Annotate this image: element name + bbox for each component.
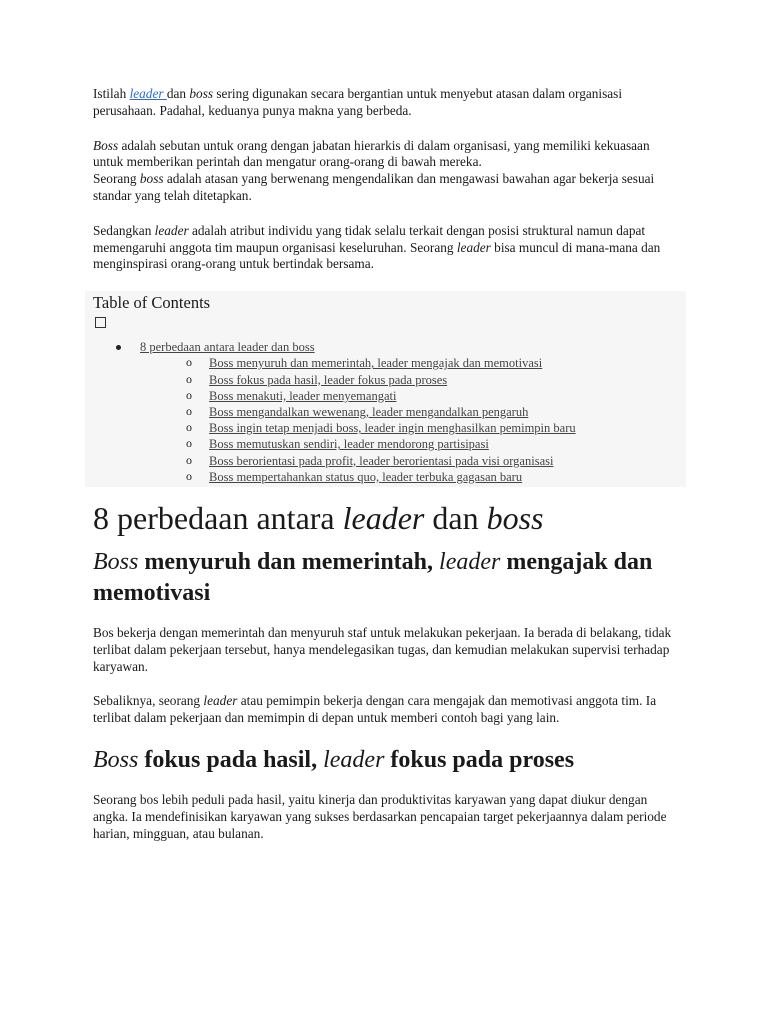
section-2-heading bbox=[93, 745, 678, 776]
main-heading bbox=[93, 499, 678, 537]
toc-subitem bbox=[93, 372, 678, 388]
intro-paragraph-4 bbox=[93, 223, 678, 273]
text: Seorang bbox=[93, 171, 140, 187]
text: fokus pada hasil, bbox=[138, 746, 324, 773]
toc-link-5[interactable]: Boss ingin tetap menjadi boss, leader ingin menghasilkan pemimpin baru bbox=[209, 421, 576, 436]
toc-subitem bbox=[93, 355, 678, 371]
toc-link-8[interactable]: Boss mempertahankan status quo, leader terbuka gagasan baru bbox=[209, 469, 523, 484]
toc-item-main bbox=[93, 339, 678, 485]
leader-link[interactable]: leader bbox=[129, 86, 167, 101]
text: menyuruh dan memerintah, bbox=[138, 549, 440, 575]
intro-paragraph-2 bbox=[93, 138, 678, 172]
toc-link-main[interactable]: 8 perbedaan antara leader dan boss bbox=[140, 340, 315, 355]
text: boss bbox=[189, 86, 214, 101]
toc-link-2[interactable]: Boss fokus pada hasil, leader fokus pada proses bbox=[209, 372, 448, 387]
text: leader bbox=[342, 500, 425, 536]
text: fokus pada proses bbox=[384, 746, 575, 773]
text: Istilah bbox=[93, 86, 130, 101]
text: boss bbox=[139, 171, 164, 187]
text: sering digunakan secara bergantian untuk menyebut atasan dalam organisasi perusahaan. Padahal, keduanya punya makna yang berbeda. bbox=[93, 86, 623, 118]
toc-subitem bbox=[93, 420, 678, 436]
text: mengajak dan memotivasi bbox=[93, 549, 653, 606]
toc-link-3[interactable]: Boss menakuti, leader menyemangati bbox=[209, 388, 397, 403]
text: adalah sebutan untuk orang dengan jabatan hierarkis di dalam organisasi, yang memiliki kekuasaan untuk memberikan perintah dan mengatur orang-orang di bawah mereka. bbox=[93, 137, 650, 170]
text: Sedangkan bbox=[93, 222, 155, 238]
text: leader bbox=[456, 239, 491, 255]
section-2-paragraph-1: Seorang bos lebih peduli pada hasil, yaitu kinerja dan produktivitas karyawan yang dapat diukur dengan angka. Ia mendefinisikan karyawan yang sukses berdasarkan pencapaian target pekerjaannya dalam periode harian, mingguan, atau bulanan. bbox=[93, 791, 667, 841]
text: leader bbox=[439, 549, 501, 575]
section-1-paragraph-2 bbox=[93, 693, 678, 727]
toc-link-1[interactable]: Boss menyuruh dan memerintah, leader mengajak dan memotivasi bbox=[209, 356, 543, 371]
text: bisa muncul di mana-mana dan menginspirasi orang-orang untuk bertindak bersama. bbox=[93, 239, 661, 272]
toc-sublist bbox=[140, 355, 678, 485]
text: adalah atribut individu yang tidak selalu terkait dengan posisi struktural namun dapat memengaruhi anggota tim maupun organisasi keseluruhan. Seorang bbox=[93, 222, 646, 255]
table-of-contents bbox=[85, 291, 686, 487]
section-1-heading bbox=[93, 547, 678, 609]
text: leader bbox=[154, 222, 189, 238]
toc-subitem bbox=[93, 436, 678, 452]
toc-link-6[interactable]: Boss memutuskan sendiri, leader mendorong partisipasi bbox=[209, 437, 489, 452]
text: dan bbox=[424, 500, 487, 536]
toc-title: Table of Contents bbox=[93, 293, 211, 313]
toc-list bbox=[93, 339, 678, 485]
article-content bbox=[93, 86, 678, 860]
text: dan bbox=[166, 86, 190, 101]
toc-toggle-checkbox[interactable] bbox=[95, 317, 106, 328]
toc-link-7[interactable]: Boss berorientasi pada profit, leader berorientasi pada visi organisasi bbox=[209, 453, 554, 468]
section-1-paragraph-1: Bos bekerja dengan memerintah dan menyuruh staf untuk melakukan pekerjaan. Ia berada di belakang, tidak terlibat dalam pekerjaan tersebut, hanya mendelegasikan tugas, dan kemudian melakukan supervisi terhadap karyawan. bbox=[93, 625, 672, 674]
text: Boss bbox=[93, 746, 139, 773]
text: leader bbox=[203, 693, 238, 709]
toc-subitem bbox=[93, 469, 678, 485]
toc-subitem bbox=[93, 453, 678, 469]
text: boss bbox=[486, 500, 544, 536]
text: 8 perbedaan antara bbox=[93, 500, 343, 536]
text: Boss bbox=[93, 549, 139, 575]
toc-subitem bbox=[93, 404, 678, 420]
intro-paragraph-3 bbox=[93, 171, 678, 205]
intro-paragraph-1 bbox=[93, 86, 678, 120]
toc-link-4[interactable]: Boss mengandalkan wewenang, leader mengandalkan pengaruh bbox=[209, 404, 529, 419]
text: adalah atasan yang berwenang mengendalikan dan mengawasi bawahan agar bekerja sesuai standar yang telah ditetapkan. bbox=[93, 171, 655, 203]
text: Boss bbox=[93, 137, 119, 153]
text: leader bbox=[323, 746, 385, 773]
text: Sebaliknya, seorang bbox=[93, 693, 204, 709]
text: atau pemimpin bekerja dengan cara mengajak dan memotivasi anggota tim. Ia terlibat dalam pekerjaan dan memimpin di depan untuk memberi contoh bagi yang lain. bbox=[93, 693, 657, 726]
toc-subitem bbox=[93, 388, 678, 404]
